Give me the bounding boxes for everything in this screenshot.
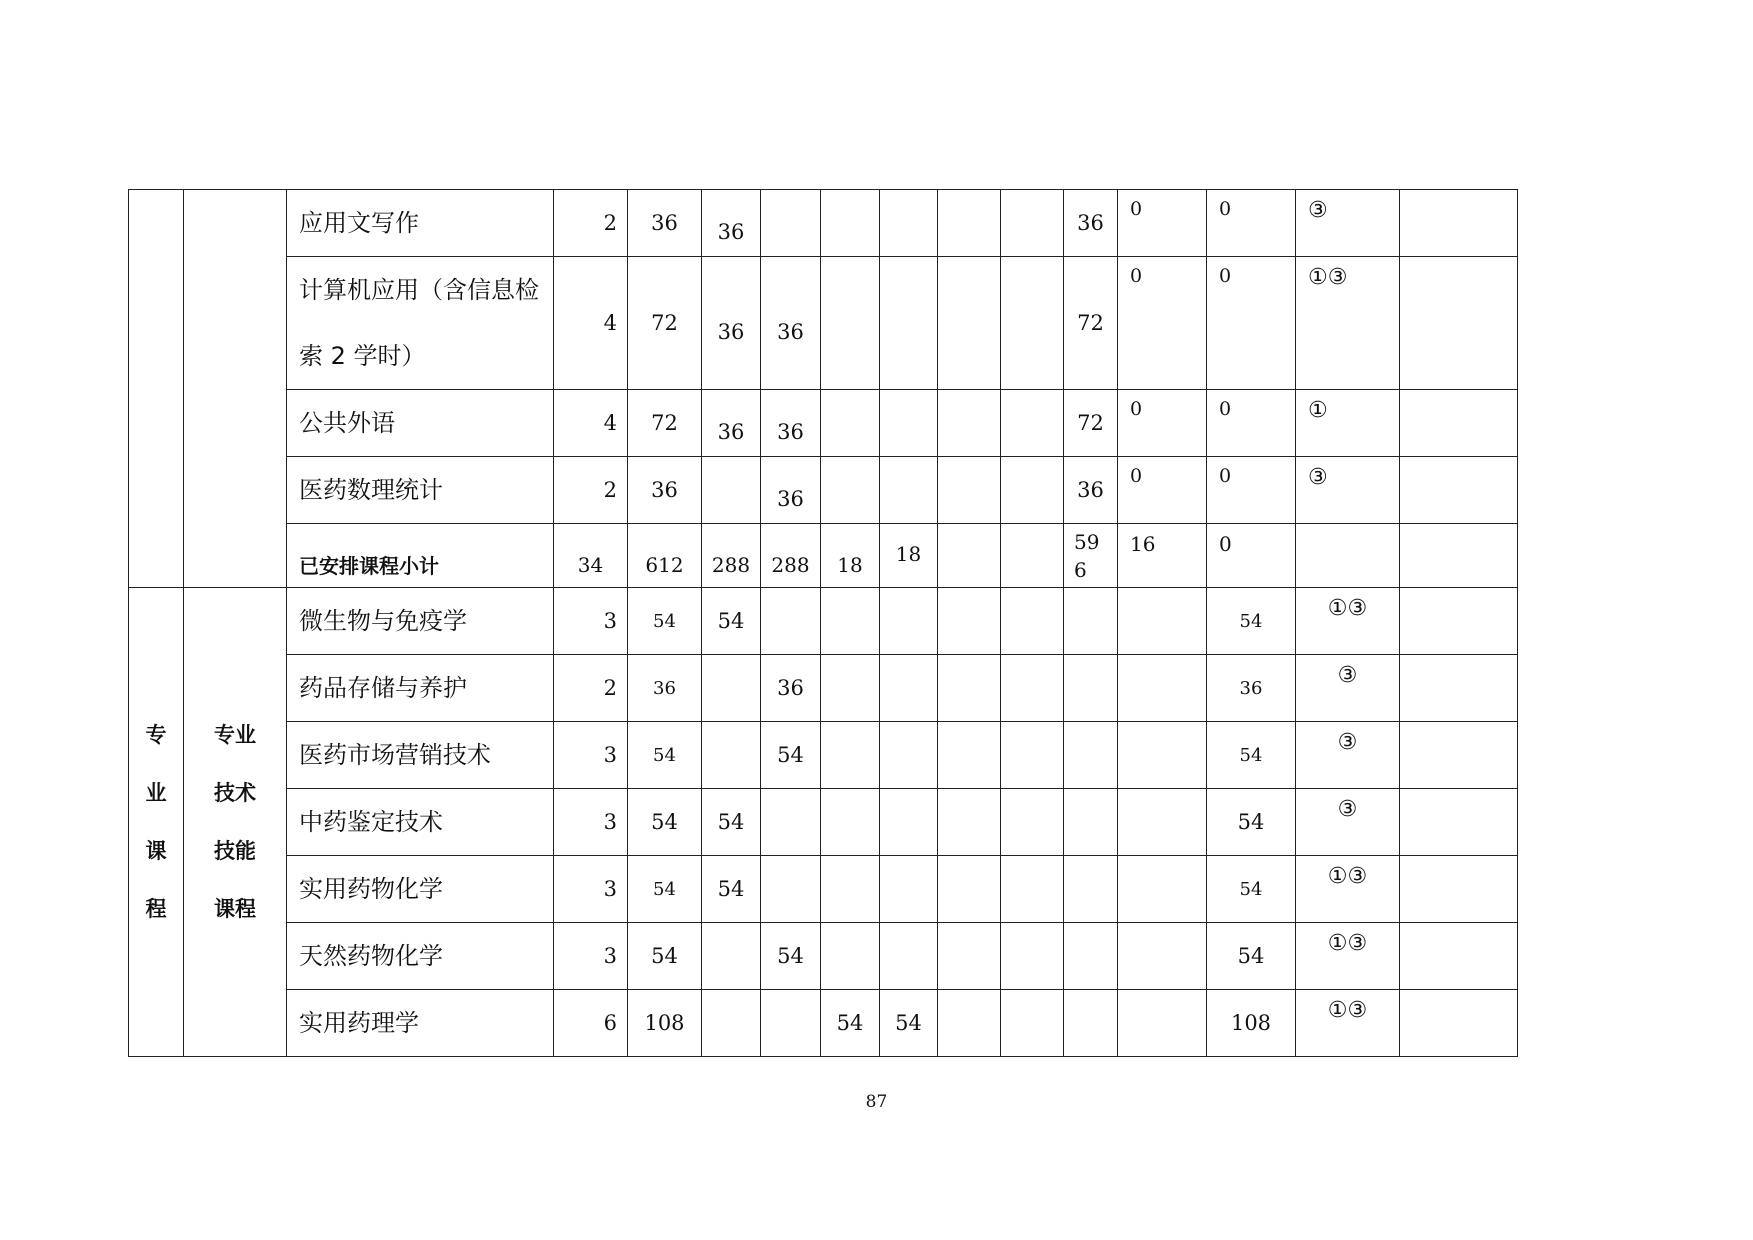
- credits-cell: 3: [554, 923, 628, 990]
- subtotal-hours: 612: [628, 524, 702, 588]
- assessment-mark: ③: [1296, 190, 1400, 257]
- col10-cell: [1118, 990, 1207, 1057]
- total-cell: [1064, 856, 1118, 923]
- subtotal-semester2: 288: [761, 524, 821, 588]
- semester6-cell: [1001, 655, 1064, 722]
- semester6-cell: [1001, 722, 1064, 789]
- category-cell-top: [129, 190, 184, 588]
- semester6-cell: [1001, 257, 1064, 390]
- subtotal-semester4: 18: [880, 524, 938, 588]
- subcategory-line: 技术: [214, 781, 256, 805]
- col11-cell: 54: [1207, 923, 1296, 990]
- table-row: [129, 923, 1518, 990]
- remark-cell: [1400, 457, 1518, 524]
- semester4-cell: [880, 722, 938, 789]
- col11-cell: 0: [1207, 390, 1296, 457]
- semester6-cell: [1001, 457, 1064, 524]
- assessment-mark: ③: [1296, 655, 1400, 722]
- assessment-mark: ③: [1296, 457, 1400, 524]
- course-name: 药品存储与养护: [287, 655, 554, 722]
- col10-cell: [1118, 588, 1207, 655]
- subtotal-remark: [1400, 524, 1518, 588]
- subtotal-label: 已安排课程小计: [287, 524, 554, 588]
- total-cell: [1064, 789, 1118, 856]
- semester2-cell: 36: [761, 457, 821, 524]
- category-char: 程: [145, 897, 167, 921]
- semester4-cell: [880, 923, 938, 990]
- semester5-cell: [938, 856, 1001, 923]
- credits-cell: 6: [554, 990, 628, 1057]
- total-cell: [1064, 923, 1118, 990]
- col10-cell: [1118, 789, 1207, 856]
- semester5-cell: [938, 722, 1001, 789]
- credits-cell: 3: [554, 856, 628, 923]
- remark-cell: [1400, 390, 1518, 457]
- table-row: [129, 789, 1518, 856]
- category-char: 业: [145, 781, 167, 805]
- course-name: 实用药理学: [287, 990, 554, 1057]
- subcategory-cell-top: [184, 190, 287, 588]
- semester5-cell: [938, 655, 1001, 722]
- semester5-cell: [938, 190, 1001, 257]
- col11-cell: 0: [1207, 457, 1296, 524]
- hours-cell: 54: [628, 588, 702, 655]
- semester4-cell: [880, 457, 938, 524]
- semester3-cell: [821, 588, 880, 655]
- total-cell: 72: [1064, 257, 1118, 390]
- semester6-cell: [1001, 390, 1064, 457]
- course-name: 实用药物化学: [287, 856, 554, 923]
- semester2-cell: 54: [761, 923, 821, 990]
- semester2-cell: 54: [761, 722, 821, 789]
- col10-cell: [1118, 856, 1207, 923]
- subtotal-col11: 0: [1207, 524, 1296, 588]
- col10-cell: 0: [1118, 257, 1207, 390]
- col11-cell: 54: [1207, 856, 1296, 923]
- table-row: [129, 655, 1518, 722]
- course-name: 医药数理统计: [287, 457, 554, 524]
- col10-cell: 0: [1118, 190, 1207, 257]
- semester1-cell: [702, 923, 761, 990]
- credits-cell: 2: [554, 655, 628, 722]
- semester6-cell: [1001, 190, 1064, 257]
- hours-cell: 54: [628, 856, 702, 923]
- course-name: [287, 257, 554, 390]
- assessment-mark: ①③: [1296, 990, 1400, 1057]
- semester3-cell: [821, 457, 880, 524]
- course-table: [128, 189, 1518, 1057]
- hours-cell: 72: [628, 390, 702, 457]
- semester1-cell: 36: [702, 390, 761, 457]
- col11-cell: 54: [1207, 588, 1296, 655]
- semester5-cell: [938, 390, 1001, 457]
- subtotal-semester3: 18: [821, 524, 880, 588]
- semester2-cell: 36: [761, 257, 821, 390]
- semester3-cell: [821, 789, 880, 856]
- subcategory-line: 课程: [214, 897, 256, 921]
- remark-cell: [1400, 655, 1518, 722]
- semester6-cell: [1001, 588, 1064, 655]
- col10-cell: [1118, 722, 1207, 789]
- semester3-cell: [821, 923, 880, 990]
- hours-cell: 36: [628, 655, 702, 722]
- semester1-cell: [702, 722, 761, 789]
- semester4-cell: [880, 856, 938, 923]
- credits-cell: 2: [554, 457, 628, 524]
- remark-cell: [1400, 722, 1518, 789]
- subtotal-semester5: [938, 524, 1001, 588]
- semester5-cell: [938, 789, 1001, 856]
- assessment-mark: ①③: [1296, 923, 1400, 990]
- table-row: [129, 990, 1518, 1057]
- total-cell: 36: [1064, 190, 1118, 257]
- col10-cell: 0: [1118, 457, 1207, 524]
- table-row: [129, 588, 1518, 655]
- semester6-cell: [1001, 856, 1064, 923]
- subcategory-line: 技能: [214, 839, 256, 863]
- subtotal-semester1: 288: [702, 524, 761, 588]
- semester2-cell: [761, 856, 821, 923]
- total-cell: [1064, 990, 1118, 1057]
- remark-cell: [1400, 789, 1518, 856]
- semester5-cell: [938, 990, 1001, 1057]
- course-name-line1: 计算机应用（含信息检: [299, 276, 539, 304]
- semester1-cell: 36: [702, 190, 761, 257]
- subtotal-total: [1064, 524, 1118, 588]
- table-row: [129, 856, 1518, 923]
- table-row: [129, 457, 1518, 524]
- semester1-cell: [702, 990, 761, 1057]
- semester6-cell: [1001, 789, 1064, 856]
- col10-cell: 0: [1118, 390, 1207, 457]
- hours-cell: 108: [628, 990, 702, 1057]
- assessment-mark: ①③: [1296, 856, 1400, 923]
- col10-cell: [1118, 923, 1207, 990]
- course-name: 中药鉴定技术: [287, 789, 554, 856]
- subtotal-credits: 34: [554, 524, 628, 588]
- col11-cell: 0: [1207, 190, 1296, 257]
- subtotal-col10: 16: [1118, 524, 1207, 588]
- semester4-cell: [880, 390, 938, 457]
- semester2-cell: [761, 789, 821, 856]
- credits-cell: 4: [554, 390, 628, 457]
- semester2-cell: [761, 190, 821, 257]
- semester1-cell: [702, 655, 761, 722]
- col11-cell: 54: [1207, 722, 1296, 789]
- assessment-mark: ①: [1296, 390, 1400, 457]
- table-row: [129, 190, 1518, 257]
- col11-cell: 0: [1207, 257, 1296, 390]
- semester3-cell: [821, 190, 880, 257]
- hours-cell: 54: [628, 722, 702, 789]
- remark-cell: [1400, 990, 1518, 1057]
- subcategory-line: 专业: [214, 723, 256, 747]
- table-row: [129, 722, 1518, 789]
- semester3-cell: [821, 856, 880, 923]
- semester4-cell: [880, 588, 938, 655]
- remark-cell: [1400, 257, 1518, 390]
- semester5-cell: [938, 923, 1001, 990]
- remark-cell: [1400, 588, 1518, 655]
- semester6-cell: [1001, 923, 1064, 990]
- hours-cell: 36: [628, 457, 702, 524]
- col11-cell: 108: [1207, 990, 1296, 1057]
- col10-cell: [1118, 655, 1207, 722]
- remark-cell: [1400, 190, 1518, 257]
- semester6-cell: [1001, 990, 1064, 1057]
- semester5-cell: [938, 588, 1001, 655]
- hours-cell: 36: [628, 190, 702, 257]
- semester1-cell: 54: [702, 588, 761, 655]
- remark-cell: [1400, 923, 1518, 990]
- credits-cell: 3: [554, 789, 628, 856]
- table-row: [129, 390, 1518, 457]
- course-name: 公共外语: [287, 390, 554, 457]
- total-cell: [1064, 588, 1118, 655]
- subtotal-semester6: [1001, 524, 1064, 588]
- semester3-cell: [821, 722, 880, 789]
- semester3-cell: [821, 390, 880, 457]
- semester1-cell: 54: [702, 856, 761, 923]
- semester1-cell: 54: [702, 789, 761, 856]
- assessment-mark: ③: [1296, 789, 1400, 856]
- semester1-cell: [702, 457, 761, 524]
- semester1-cell: 36: [702, 257, 761, 390]
- total-cell: [1064, 722, 1118, 789]
- table-row: [129, 257, 1518, 390]
- total-cell: [1064, 655, 1118, 722]
- course-name: 天然药物化学: [287, 923, 554, 990]
- hours-cell: 54: [628, 923, 702, 990]
- semester4-cell: [880, 190, 938, 257]
- semester2-cell: 36: [761, 655, 821, 722]
- semester4-cell: 54: [880, 990, 938, 1057]
- semester3-cell: [821, 257, 880, 390]
- semester5-cell: [938, 457, 1001, 524]
- semester4-cell: [880, 655, 938, 722]
- total-cell: 36: [1064, 457, 1118, 524]
- credits-cell: 4: [554, 257, 628, 390]
- semester2-cell: [761, 588, 821, 655]
- col11-cell: 54: [1207, 789, 1296, 856]
- credits-cell: 3: [554, 722, 628, 789]
- credits-cell: 3: [554, 588, 628, 655]
- total-cell: 72: [1064, 390, 1118, 457]
- subtotal-row: [129, 524, 1518, 588]
- course-name-line2: 索 2 学时）: [299, 342, 426, 370]
- semester3-cell: [821, 655, 880, 722]
- subtotal-total-line2: 6: [1074, 558, 1087, 582]
- remark-cell: [1400, 856, 1518, 923]
- semester2-cell: [761, 990, 821, 1057]
- subcategory-label: [184, 588, 287, 1057]
- category-label: [129, 588, 184, 1057]
- assessment-mark: ①③: [1296, 588, 1400, 655]
- subtotal-total-line1: 59: [1074, 530, 1100, 554]
- category-char: 课: [145, 839, 167, 863]
- semester2-cell: 36: [761, 390, 821, 457]
- col11-cell: 36: [1207, 655, 1296, 722]
- assessment-mark: ③: [1296, 722, 1400, 789]
- course-name: 医药市场营销技术: [287, 722, 554, 789]
- page-number: 87: [865, 1092, 888, 1112]
- course-name: 应用文写作: [287, 190, 554, 257]
- hours-cell: 72: [628, 257, 702, 390]
- semester3-cell: 54: [821, 990, 880, 1057]
- semester4-cell: [880, 789, 938, 856]
- credits-cell: 2: [554, 190, 628, 257]
- subtotal-mark: [1296, 524, 1400, 588]
- semester5-cell: [938, 257, 1001, 390]
- hours-cell: 54: [628, 789, 702, 856]
- course-name: 微生物与免疫学: [287, 588, 554, 655]
- assessment-mark: ①③: [1296, 257, 1400, 390]
- category-char: 专: [145, 723, 167, 747]
- semester4-cell: [880, 257, 938, 390]
